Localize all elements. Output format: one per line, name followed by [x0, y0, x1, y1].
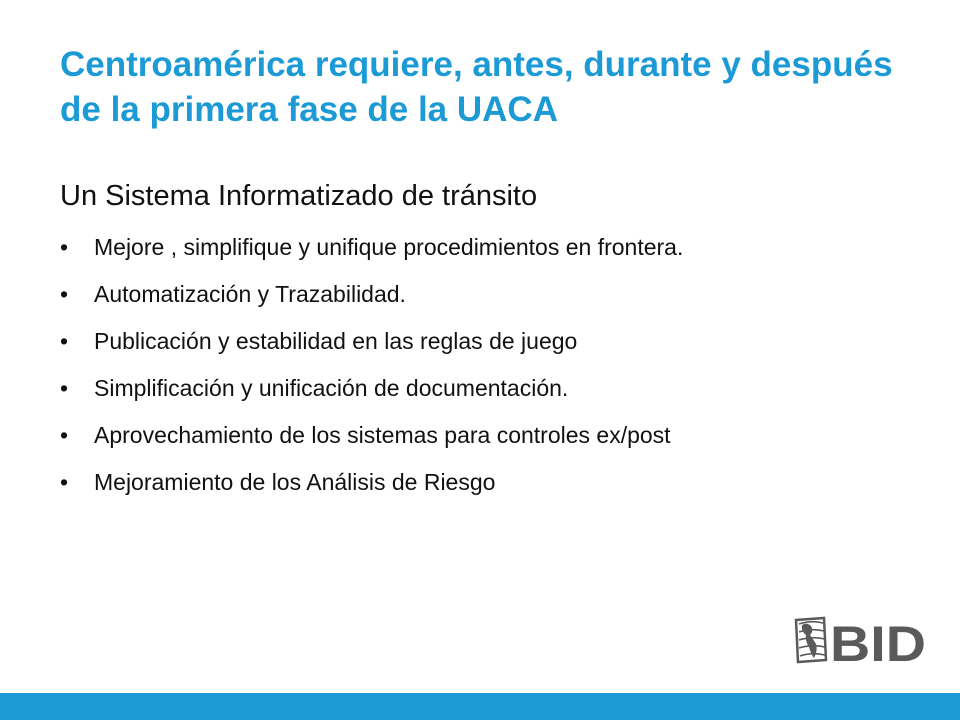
bullet-dot: •: [60, 469, 69, 495]
bullet-dot: •: [60, 281, 69, 307]
bullet-item: [60, 466, 900, 498]
bullet-dot: •: [60, 328, 69, 354]
bullet-dot: •: [60, 375, 69, 401]
bullet-item: [60, 231, 900, 263]
bid-logo: [790, 614, 930, 666]
bullet-text: Aprovechamiento de los sistemas para controles ex/post: [94, 422, 671, 448]
bullet-item: [60, 325, 900, 357]
globe-americas-icon: [796, 618, 826, 662]
bullet-text: Mejoramiento de los Análisis de Riesgo: [94, 469, 496, 495]
bullet-list: [60, 231, 900, 513]
slide-subtitle: Un Sistema Informatizado de tránsito: [60, 180, 538, 212]
slide-title: Centroamérica requiere, antes, durante y después de la primera fase de la UACA: [60, 45, 893, 129]
bullet-dot: •: [60, 234, 69, 260]
bullet-text: Publicación y estabilidad en las reglas de juego: [94, 328, 578, 354]
bullet-item: [60, 372, 900, 404]
bullet-item: [60, 278, 900, 310]
bottom-accent-bar: [0, 693, 960, 720]
bullet-text: Automatización y Trazabilidad.: [94, 281, 406, 307]
bullet-text: Simplificación y unificación de documentación.: [94, 375, 569, 401]
bullet-text: Mejore , simplifique y unifique procedimientos en frontera.: [94, 234, 684, 260]
bullet-dot: •: [60, 422, 69, 448]
bullet-item: [60, 419, 900, 451]
logo-text: BID: [830, 616, 926, 666]
